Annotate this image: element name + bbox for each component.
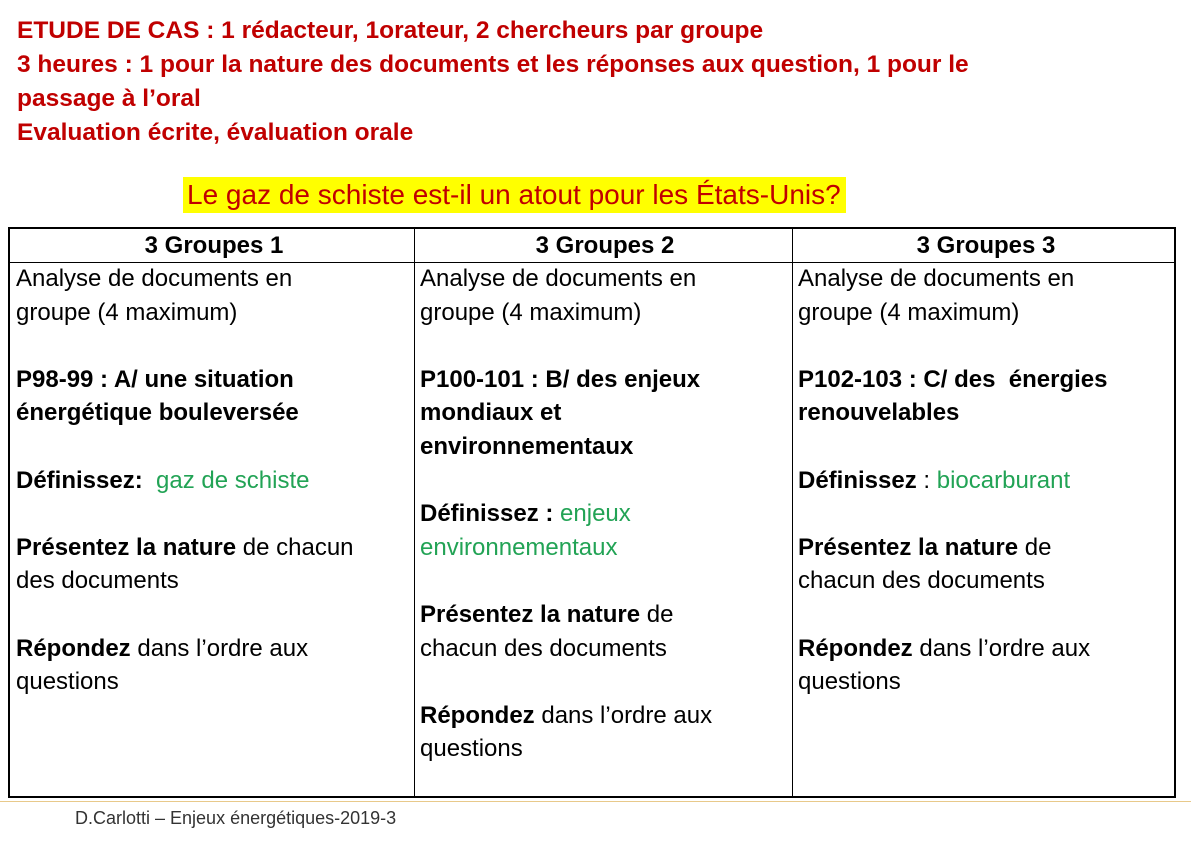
group-2-definition-line-1 (420, 497, 790, 531)
group-3-pages-line-1: P102-103 : C/ des énergies (798, 365, 1108, 393)
assignment-header (17, 14, 1177, 150)
footer-divider (0, 801, 1191, 802)
group-3-definition-term: biocarburant (936, 466, 1071, 494)
group-3-answer-bold: Répondez (798, 634, 913, 662)
group-3-answer-rest: dans l’ordre aux (912, 634, 1091, 662)
column-divider-2 (792, 229, 793, 796)
group-2-nature-bold: Présentez la nature (420, 600, 641, 628)
group-1-nature-bold: Présentez la nature (16, 533, 237, 561)
group-3-definition-label: Définissez (798, 466, 917, 494)
group-2-analyse-line-2: groupe (4 maximum) (420, 298, 642, 326)
group-3-nature-rest: de (1018, 533, 1052, 561)
group-1-answer-line-1 (16, 632, 412, 666)
group-1-analyse-line-1: Analyse de documents en (16, 265, 293, 292)
group-1-pages-line-1: P98-99 : A/ une situation (16, 365, 294, 393)
header-line-2: 3 heures : 1 pour la nature des documents et les réponses aux question, 1 pour le (17, 51, 969, 78)
group-1-definition (16, 464, 412, 498)
group-3-nature-line-1 (798, 531, 1174, 565)
group-3-nature-line-2: chacun des documents (798, 567, 1045, 595)
group-2-definition-term-1: enjeux (560, 500, 631, 528)
group-2-pages-line-3: environnementaux (420, 432, 634, 460)
footer-credit: D.Carlotti – Enjeux énergétiques-2019-3 (75, 808, 397, 828)
group-2-nature-line-1 (420, 598, 790, 632)
group-1-nature-line-1 (16, 531, 412, 565)
header-line-4: Evaluation écrite, évaluation orale (17, 119, 414, 146)
group-2-answer-bold: Répondez (420, 701, 535, 729)
group-3-analyse-line-1: Analyse de documents en (798, 265, 1075, 292)
group-3-nature-bold: Présentez la nature (798, 533, 1019, 561)
group-2-pages-line-2: mondiaux et (420, 399, 562, 427)
group-1-definition-term: gaz de schiste (156, 466, 310, 494)
column-divider-1 (414, 229, 415, 796)
group-3-pages-line-2: renouvelables (798, 399, 960, 427)
group-2-analyse-line-1: Analyse de documents en (420, 265, 697, 292)
header-line-1: ETUDE DE CAS : 1 rédacteur, 1orateur, 2 chercheurs par groupe (17, 17, 764, 44)
group-1-answer-line-2: questions (16, 668, 119, 696)
group-1-pages-line-2: énergétique bouleversée (16, 399, 299, 427)
group-2-nature-line-2: chacun des documents (420, 634, 667, 662)
group-1-answer-rest: dans l’ordre aux (130, 634, 309, 662)
group-2-definition-label: Définissez : (420, 500, 554, 528)
group-3-definition (798, 464, 1174, 498)
group-1-heading: 3 Groupes 1 (144, 232, 284, 259)
group-1-definition-label: Définissez: (16, 466, 143, 494)
case-study-title-text: Le gaz de schiste est-il un atout pour les États-Unis? (187, 179, 841, 210)
group-3-answer-line-1 (798, 632, 1174, 666)
group-1-analyse-line-2: groupe (4 maximum) (16, 298, 238, 326)
group-2-answer-line-1 (420, 699, 790, 733)
group-3-answer-line-2: questions (798, 668, 901, 696)
group-1-nature-rest: de chacun (236, 533, 354, 561)
group-2-answer-line-2: questions (420, 735, 523, 763)
group-2-definition-term-2: environnementaux (420, 533, 618, 561)
group-1-nature-line-2: des documents (16, 567, 179, 595)
group-2-pages-line-1: P100-101 : B/ des enjeux (420, 365, 701, 393)
group-2-nature-rest: de (640, 600, 674, 628)
header-line-3: passage à l’oral (17, 85, 201, 112)
group-1-answer-bold: Répondez (16, 634, 131, 662)
group-3-column (798, 229, 1174, 796)
group-3-definition-separator: : (916, 466, 937, 494)
group-1-column (16, 229, 412, 796)
group-2-heading: 3 Groupes 2 (535, 232, 675, 259)
groups-table (8, 227, 1176, 798)
case-study-title (183, 177, 846, 213)
group-3-analyse-line-2: groupe (4 maximum) (798, 298, 1020, 326)
group-3-heading: 3 Groupes 3 (916, 232, 1056, 259)
group-2-column (420, 229, 790, 796)
group-2-answer-rest: dans l’ordre aux (534, 701, 713, 729)
